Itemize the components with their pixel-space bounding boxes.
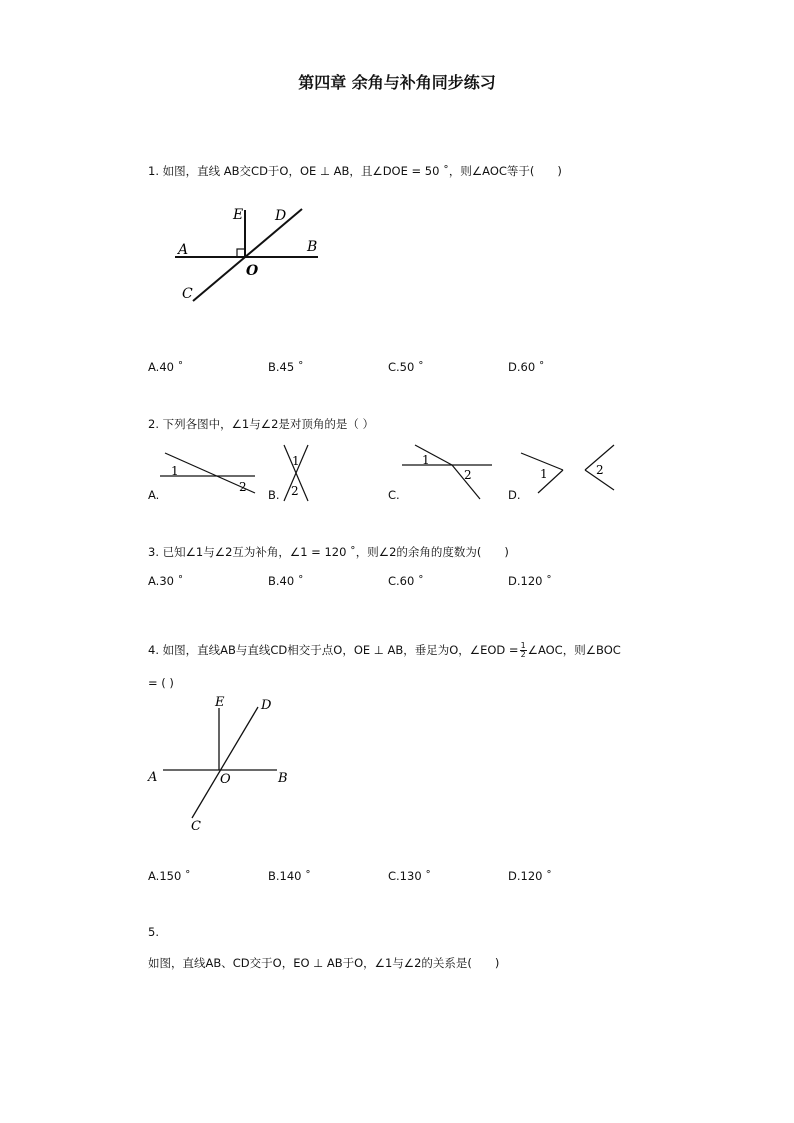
q3-option-c[interactable]: C.60 ˚ <box>388 574 424 588</box>
question-1-text: 1. 如图，直线 AB交CD于O，OE ⊥ AB，且∠DOE = 50 ˚，则∠AOC等于( ) <box>148 164 562 178</box>
q3-option-d[interactable]: D.120 ˚ <box>508 574 552 588</box>
question-4-figure <box>145 693 305 838</box>
q4-option-b[interactable]: B.140 ˚ <box>268 869 311 883</box>
fig1-label-d: D <box>275 208 287 224</box>
page-title: 第四章 余角与补角同步练习 <box>298 73 496 92</box>
q2-figure-d <box>518 443 618 498</box>
fig1-label-e: E <box>233 207 244 223</box>
fig1-label-a: A <box>178 242 189 258</box>
fig1-label-c: C <box>182 286 193 302</box>
fig4-label-b: B <box>278 771 288 786</box>
svg-text:2: 2 <box>291 484 299 498</box>
question-3-text: 3. 已知∠1与∠2互为补角，∠1 = 120 ˚，则∠2的余角的度数为( ) <box>148 545 509 559</box>
q2-figure-c <box>400 443 495 501</box>
fig4-label-d: D <box>261 698 272 713</box>
fig4-label-a: A <box>148 770 158 785</box>
svg-text:1: 1 <box>422 453 430 467</box>
q3-option-a[interactable]: A.30 ˚ <box>148 574 184 588</box>
q2-figure-b <box>278 443 314 503</box>
q1-option-b[interactable]: B.45 ˚ <box>268 360 304 374</box>
question-5-number: 5. <box>148 925 159 939</box>
q2-figure-a <box>160 448 260 498</box>
fig4-label-c: C <box>191 819 201 834</box>
question-2-text: 2. 下列各图中，∠1与∠2是对顶角的是（ ） <box>148 417 375 431</box>
q3-option-b[interactable]: B.40 ˚ <box>268 574 304 588</box>
svg-text:1: 1 <box>292 454 300 468</box>
svg-text:2: 2 <box>596 463 604 477</box>
q2-option-b[interactable]: B. <box>268 488 280 502</box>
svg-text:2: 2 <box>464 468 472 482</box>
svg-text:1: 1 <box>171 464 179 478</box>
fig1-label-b: B <box>307 239 318 255</box>
svg-text:1: 1 <box>540 467 548 481</box>
fig4-label-e: E <box>215 695 225 710</box>
question-5-text: 如图，直线AB、CD交于O，EO ⊥ AB于O，∠1与∠2的关系是( ) <box>148 956 500 970</box>
q1-option-a[interactable]: A.40 ˚ <box>148 360 184 374</box>
q4-option-c[interactable]: C.130 ˚ <box>388 869 432 883</box>
fig1-label-o: O <box>246 263 259 279</box>
question-1-figure <box>170 200 330 325</box>
svg-text:2: 2 <box>239 480 247 494</box>
question-4-text-line2: = ( ) <box>148 676 174 690</box>
fig4-label-o: O <box>220 772 231 787</box>
q2-option-d[interactable]: D. <box>508 488 521 502</box>
q2-option-a[interactable]: A. <box>148 488 160 502</box>
q1-option-c[interactable]: C.50 ˚ <box>388 360 424 374</box>
q4-option-d[interactable]: D.120 ˚ <box>508 869 552 883</box>
fraction-half: $\frac{1}{2}$ <box>520 641 526 659</box>
q2-option-c[interactable]: C. <box>388 488 400 502</box>
q4-option-a[interactable]: A.150 ˚ <box>148 869 191 883</box>
question-4-text: 4. 如图，直线AB与直线CD相交于点O，OE ⊥ AB，垂足为O，∠EOD = $\frac{1}{2}$ ∠AOC，则∠BOC <box>148 641 621 659</box>
q1-option-d[interactable]: D.60 ˚ <box>508 360 545 374</box>
